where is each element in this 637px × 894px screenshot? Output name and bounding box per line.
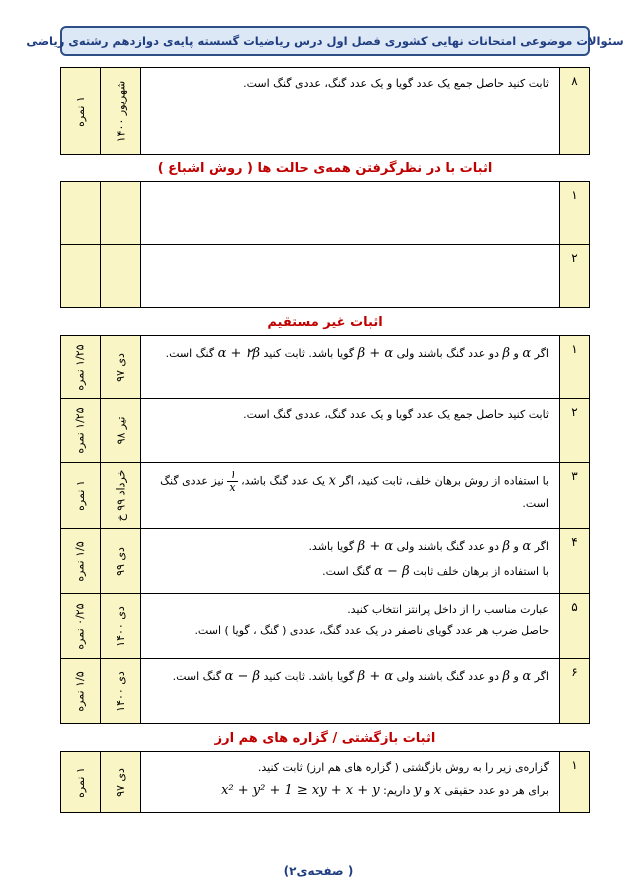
question-number: ۳ (559, 463, 589, 528)
question-table-3 (60, 335, 590, 724)
question-text: گزاره‌ی زیر را به روش بازگشتی ( گزاره های هم ارز) ثابت کنید. برای هر دو عدد حقیقی x و y داریم: x² + y² + 1 ≥ xy + x + y (141, 752, 559, 812)
question-score: ۱ نمره (61, 68, 101, 154)
question-number: ۱ (559, 182, 589, 244)
exam-date: دی ۱۴۰۰ (101, 659, 141, 723)
question-row (60, 528, 590, 594)
question-score: ۱/۵ نمره (61, 529, 101, 593)
question-score (61, 182, 101, 244)
question-table-4 (60, 751, 590, 813)
question-score: ۱/۵ نمره (61, 659, 101, 723)
question-text: با استفاده از روش برهان خلف، ثابت کنید، اگر x یک عدد گنگ باشد، $\frac{۱}{x}$ نیز عددی گنگ است. (141, 463, 559, 528)
question-score: ۱/۲۵ نمره (61, 336, 101, 398)
question-row (60, 244, 590, 308)
question-number: ۶ (559, 659, 589, 723)
question-text: اگر α و β دو عدد گنگ باشند ولی β + α گویا باشد. ثابت کنید α − β گنگ است. (141, 659, 559, 723)
question-score: ۱/۲۵ نمره (61, 399, 101, 462)
question-row (60, 593, 590, 659)
question-row (60, 658, 590, 724)
exam-date (101, 245, 141, 307)
question-score: ۱ نمره (61, 752, 101, 812)
question-row (60, 398, 590, 463)
section-title-indirect-proof: اثبات غیر مستقیم (267, 315, 383, 330)
question-number: ۴ (559, 529, 589, 593)
question-score: ۰/۲۵ نمره (61, 594, 101, 658)
question-number: ۲ (559, 399, 589, 462)
question-text: اگر α و β دو عدد گنگ باشند ولی β + α گویا باشد. با استفاده از برهان خلف ثابت α − β گنگ است. (141, 529, 559, 593)
exam-date: دی ۹۷ (101, 336, 141, 398)
exam-date: دی ۱۴۰۰ (101, 594, 141, 658)
exam-date: دی ۹۹ (101, 529, 141, 593)
question-number: ۱ (559, 752, 589, 812)
exam-date (101, 182, 141, 244)
question-number: ۸ (559, 68, 589, 154)
question-number: ۵ (559, 594, 589, 658)
question-table-1 (60, 67, 590, 155)
section-title-exhaustion: اثبات با در نظرگرفتن همه‌ی حالت ها ( روش اشباع ) (157, 161, 493, 176)
question-row (60, 335, 590, 399)
question-text: عبارت مناسب را از داخل پرانتز انتخاب کنید. حاصل ضرب هر عدد گویای ناصفر در یک عدد گنگ، عددی ( گنگ ، گویا ) است. (141, 594, 559, 658)
question-table-2 (60, 181, 590, 308)
question-text: اگر α و β دو عدد گنگ باشند ولی β + α گویا باشد. ثابت کنید α + ۲β گنگ است. (141, 336, 559, 398)
section-title-recursive-proof: اثبات بازگشتی / گزاره های هم ارز (214, 731, 436, 746)
exam-date: تیر ۹۸ (101, 399, 141, 462)
question-row (60, 751, 590, 813)
question-text (141, 245, 559, 307)
fraction: $\frac{۱}{x}$ (229, 468, 236, 495)
question-score: ۱ نمره (61, 463, 101, 528)
question-text: ثابت کنید حاصل جمع یک عدد گویا و یک عدد گنگ، عددی گنگ است. (141, 399, 559, 462)
question-row (60, 181, 590, 245)
exam-date: خرداد ۹۹ خ (101, 463, 141, 528)
page-header-title: سئوالات موضوعی امتحانات نهایی کشوری فصل اول درس ریاضیات گسسته پایه‌ی دوازدهم رشته‌ی ریاضی (60, 26, 590, 56)
exam-date: دی ۹۷ (101, 752, 141, 812)
question-number: ۲ (559, 245, 589, 307)
question-text (141, 182, 559, 244)
question-row (60, 67, 590, 155)
exam-date: شهریور ۱۴۰۰ (101, 68, 141, 154)
inequality-formula: x² + y² + 1 ≥ xy + x + y (221, 782, 380, 798)
page-number: ( صفحه‌ی۲) (283, 864, 354, 878)
question-row (60, 462, 590, 529)
question-number: ۱ (559, 336, 589, 398)
question-score (61, 245, 101, 307)
question-text: ثابت کنید حاصل جمع یک عدد گویا و یک عدد گنگ، عددی گنگ است. (141, 68, 559, 154)
